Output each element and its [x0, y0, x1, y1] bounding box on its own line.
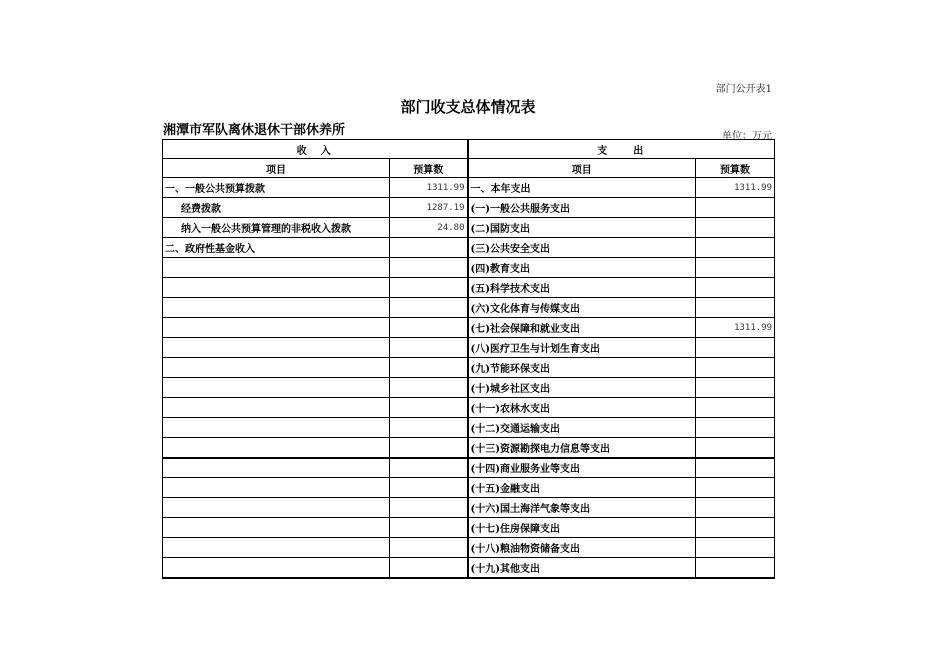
expense-item-cell: (九)节能环保支出 — [468, 358, 696, 378]
income-budget-cell — [390, 438, 468, 458]
expense-item-cell: (十二)交通运输支出 — [468, 418, 696, 438]
income-budget-cell — [390, 538, 468, 558]
income-item-cell — [163, 458, 390, 478]
income-budget-cell — [390, 238, 468, 258]
table-row — [163, 338, 775, 358]
expense-item-cell: (十九)其他支出 — [468, 558, 696, 578]
table-row — [163, 198, 775, 218]
expense-item-cell: (十三)资源勘探电力信息等支出 — [468, 438, 696, 458]
income-budget-cell — [390, 358, 468, 378]
expense-budget-cell — [696, 298, 775, 318]
expense-budget-cell — [696, 278, 775, 298]
organization-name: 湘潭市军队离休退休干部休养所 — [163, 123, 346, 138]
income-item-cell — [163, 358, 390, 378]
income-item-header: 项目 — [163, 159, 390, 178]
income-item-cell — [163, 418, 390, 438]
table-row — [163, 458, 775, 478]
income-budget-cell — [390, 458, 468, 478]
table-row — [163, 238, 775, 258]
expense-budget-cell — [696, 258, 775, 278]
expense-item-cell: (十六)国土海洋气象等支出 — [468, 498, 696, 518]
income-budget-cell — [390, 318, 468, 338]
table-row — [163, 438, 775, 458]
table-row — [163, 398, 775, 418]
table-row — [163, 178, 775, 198]
income-item-cell — [163, 538, 390, 558]
expense-item-cell: (七)社会保障和就业支出 — [468, 318, 696, 338]
income-item-cell — [163, 478, 390, 498]
income-section-header: 收 入 — [163, 140, 468, 159]
income-item-cell — [163, 278, 390, 298]
income-budget-cell — [390, 418, 468, 438]
expense-item-cell: (十八)粮油物资储备支出 — [468, 538, 696, 558]
table-row — [163, 318, 775, 338]
expense-budget-cell: 1311.99 — [696, 318, 775, 338]
expense-item-cell: (三)公共安全支出 — [468, 238, 696, 258]
page-title: 部门收支总体情况表 — [400, 98, 536, 116]
income-budget-cell — [390, 398, 468, 418]
table-row — [163, 258, 775, 278]
income-budget-header: 预算数 — [390, 159, 468, 178]
income-item-cell: 经费拨款 — [163, 198, 390, 218]
expense-budget-cell — [696, 218, 775, 238]
section-header-row — [163, 140, 775, 159]
table-row — [163, 358, 775, 378]
expense-item-cell: (四)教育支出 — [468, 258, 696, 278]
income-budget-cell: 1287.19 — [390, 198, 468, 218]
expense-budget-header: 预算数 — [696, 159, 775, 178]
expense-item-header: 项目 — [468, 159, 696, 178]
income-budget-cell: 24.80 — [390, 218, 468, 238]
table-row — [163, 418, 775, 438]
table-row — [163, 538, 775, 558]
income-item-cell — [163, 438, 390, 458]
expense-item-cell: 一、本年支出 — [468, 178, 696, 198]
income-item-cell — [163, 558, 390, 578]
expense-item-cell: (六)文化体育与传媒支出 — [468, 298, 696, 318]
column-header-row — [163, 159, 775, 178]
expense-item-cell: (一)一般公共服务支出 — [468, 198, 696, 218]
expense-budget-cell — [696, 378, 775, 398]
expense-item-cell: (十四)商业服务业等支出 — [468, 458, 696, 478]
table-row — [163, 478, 775, 498]
expense-budget-cell — [696, 238, 775, 258]
income-item-cell — [163, 518, 390, 538]
form-number: 部门公开表1 — [715, 84, 772, 95]
expense-item-cell: (十七)住房保障支出 — [468, 518, 696, 538]
income-budget-cell — [390, 298, 468, 318]
expense-budget-cell — [696, 518, 775, 538]
expense-budget-cell: 1311.99 — [696, 178, 775, 198]
expense-budget-cell — [696, 198, 775, 218]
table-row — [163, 378, 775, 398]
expense-budget-cell — [696, 498, 775, 518]
income-budget-cell: 1311.99 — [390, 178, 468, 198]
table-row — [163, 518, 775, 538]
income-item-cell — [163, 398, 390, 418]
expense-budget-cell — [696, 398, 775, 418]
income-budget-cell — [390, 558, 468, 578]
income-budget-cell — [390, 258, 468, 278]
income-item-cell: 二、政府性基金收入 — [163, 238, 390, 258]
expense-item-cell: (八)医疗卫生与计划生育支出 — [468, 338, 696, 358]
expense-budget-cell — [696, 538, 775, 558]
expense-budget-cell — [696, 558, 775, 578]
income-budget-cell — [390, 498, 468, 518]
table-row — [163, 498, 775, 518]
income-item-cell — [163, 498, 390, 518]
income-budget-cell — [390, 518, 468, 538]
expense-item-cell: (十五)金融支出 — [468, 478, 696, 498]
income-budget-cell — [390, 278, 468, 298]
expense-budget-cell — [696, 478, 775, 498]
income-item-cell — [163, 378, 390, 398]
income-item-cell: 一、一般公共预算拨款 — [163, 178, 390, 198]
table-row — [163, 218, 775, 238]
expense-item-cell: (五)科学技术支出 — [468, 278, 696, 298]
table-row — [163, 278, 775, 298]
expense-budget-cell — [696, 358, 775, 378]
unit-label: 单位：万元 — [722, 131, 772, 142]
expense-item-cell: (十一)农林水支出 — [468, 398, 696, 418]
expense-item-cell: (十)城乡社区支出 — [468, 378, 696, 398]
expense-section-header: 支 出 — [468, 140, 775, 159]
expense-budget-cell — [696, 418, 775, 438]
income-item-cell: 纳入一般公共预算管理的非税收入拨款 — [163, 218, 390, 238]
expense-budget-cell — [696, 438, 775, 458]
income-budget-cell — [390, 478, 468, 498]
income-item-cell — [163, 298, 390, 318]
expense-budget-cell — [696, 458, 775, 478]
table-row — [163, 558, 775, 578]
income-budget-cell — [390, 338, 468, 358]
income-item-cell — [163, 258, 390, 278]
income-item-cell — [163, 338, 390, 358]
expense-budget-cell — [696, 338, 775, 358]
income-budget-cell — [390, 378, 468, 398]
expense-item-cell: (二)国防支出 — [468, 218, 696, 238]
income-item-cell — [163, 318, 390, 338]
table-row — [163, 298, 775, 318]
budget-table — [162, 139, 775, 579]
